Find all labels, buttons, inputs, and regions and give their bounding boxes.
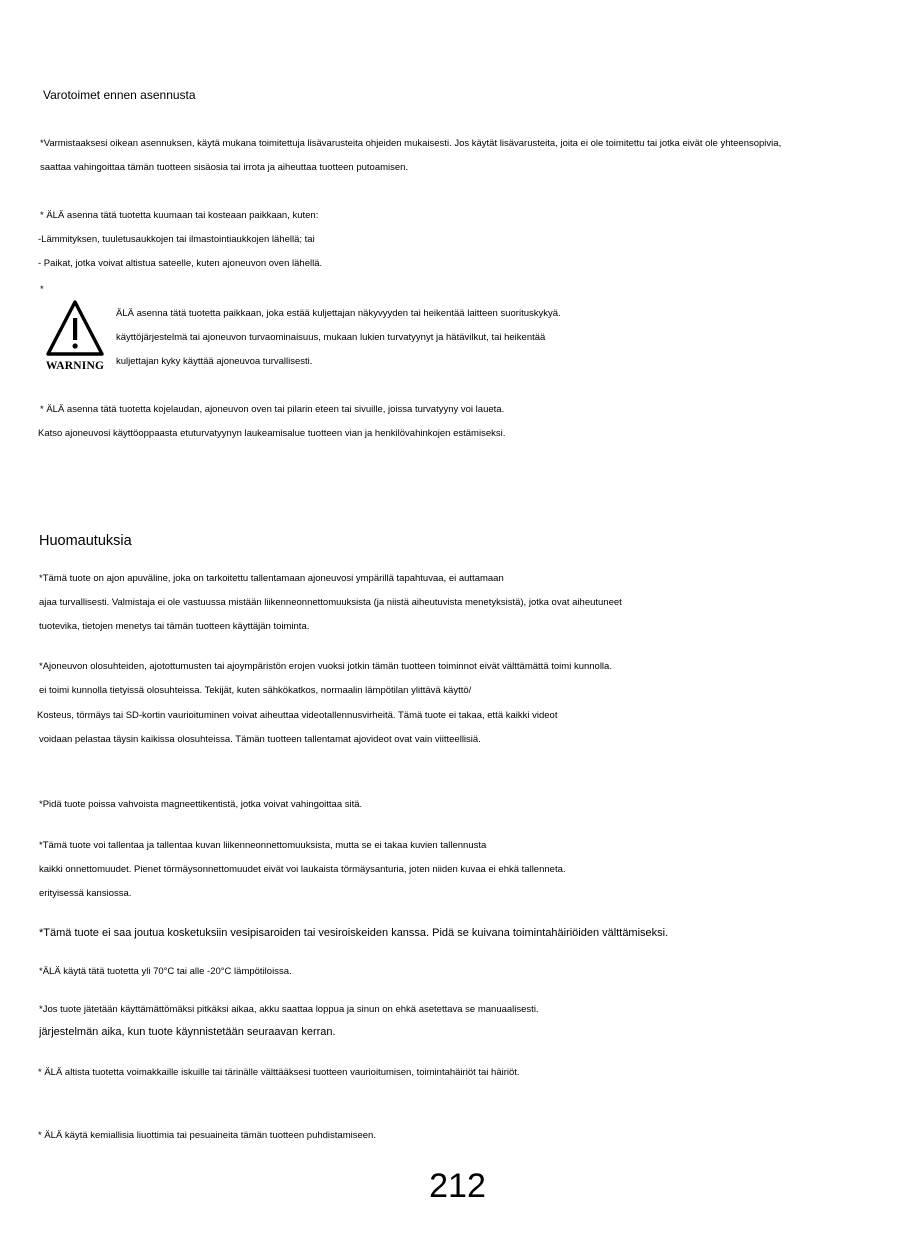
- note-line: ei toimi kunnolla tietyissä olosuhteissa. Tekijät, kuten sähkökatkos, normaalin lämpötilan ylittävä käyttö/: [39, 685, 472, 696]
- note-line: *Ajoneuvon olosuhteiden, ajotottumusten tai ajoympäristön erojen vuoksi jotkin tämän tuotteen toiminnot eivät välttämättä toimi kunnolla.: [39, 661, 612, 672]
- note-line: *Tämä tuote ei saa joutua kosketuksiin vesipisaroiden tai vesiroiskeiden kanssa. Pidä se kuivana toimintahäiriöiden välttämiseksi.: [39, 927, 669, 939]
- section-title-notes: Huomautuksia: [39, 533, 132, 549]
- note-line: Kosteus, törmäys tai SD-kortin vaurioituminen voivat aiheuttaa videotallennusvirheitä. Tämä tuote ei takaa, että kaikki videot: [37, 710, 558, 721]
- section-title-precautions: Varotoimet ennen asennusta: [43, 88, 196, 102]
- warning-text-line: kuljettajan kyky käyttää ajoneuvoa turvallisesti.: [116, 356, 313, 367]
- note-line: voidaan pelastaa täysin kaikissa olosuhteissa. Tämän tuotteen tallentamat ajovideot ovat vain viitteellisiä.: [39, 734, 481, 745]
- paragraph-line: * ÄLÄ asenna tätä tuotetta kojelaudan, ajoneuvon oven tai pilarin eteen tai sivuille, joissa turvatyyny voi laueta.: [40, 404, 505, 415]
- note-line: * ÄLÄ altista tuotetta voimakkaille iskuille tai tärinälle välttääksesi tuotteen vaurioitumisen, toimintahäiriöt tai häiriöt.: [38, 1067, 520, 1078]
- warning-text-line: ÄLÄ asenna tätä tuotetta paikkaan, joka estää kuljettajan näkyvyyden tai heikentää laitteen suorituskykyä.: [116, 308, 561, 319]
- note-line: * ÄLÄ käytä kemiallisia liuottimia tai pesuaineita tämän tuotteen puhdistamiseen.: [38, 1130, 376, 1141]
- bullet-star: *: [40, 284, 44, 295]
- note-line: kaikki onnettomuudet. Pienet törmäysonnettomuudet eivät voi laukaista törmäysanturia, joten niiden kuvaa ei ehkä tallenneta.: [39, 864, 566, 875]
- page-number: 212: [429, 1167, 486, 1205]
- note-line: *Pidä tuote poissa vahvoista magneettikentistä, jotka voivat vahingoittaa sitä.: [39, 799, 363, 810]
- note-line: erityisessä kansiossa.: [39, 888, 132, 899]
- paragraph-line: -Lämmityksen, tuuletusaukkojen tai ilmastointiaukkojen lähellä; tai: [38, 234, 315, 245]
- note-line: järjestelmän aika, kun tuote käynnistetään seuraavan kerran.: [39, 1026, 336, 1038]
- note-line: *Tämä tuote on ajon apuväline, joka on tarkoitettu tallentamaan ajoneuvosi ympärillä tapahtuvaa, ei auttamaan: [39, 573, 504, 584]
- warning-sign: [44, 298, 106, 374]
- note-line: ajaa turvallisesti. Valmistaja ei ole vastuussa mistään liikenneonnettomuuksista (ja niistä aiheutuvista menetyksistä), jotka ovat aiheutuneet: [39, 597, 622, 608]
- note-line: tuotevika, tietojen menetys tai tämän tuotteen käyttäjän toiminta.: [39, 621, 310, 632]
- paragraph-line: * ÄLÄ asenna tätä tuotetta kuumaan tai kosteaan paikkaan, kuten:: [40, 210, 319, 221]
- paragraph-line: Katso ajoneuvosi käyttöoppaasta etuturvatyynyn laukeamisalue tuotteen vian ja henkilövahinkojen estämiseksi.: [38, 428, 506, 439]
- paragraph-line: *Varmistaaksesi oikean asennuksen, käytä mukana toimitettuja lisävarusteita ohjeiden mukaisesti. Jos käytät lisävarusteita, joita ei ole toimitettu tai jotka eivät ole yhteensopivia,: [40, 138, 782, 149]
- warning-label: WARNING: [45, 360, 105, 372]
- note-line: *ÄLÄ käytä tätä tuotetta yli 70°C tai alle -20°C lämpötiloissa.: [39, 966, 292, 977]
- note-line: *Tämä tuote voi tallentaa ja tallentaa kuvan liikenneonnettomuuksista, mutta se ei takaa kuvien tallennusta: [39, 840, 487, 851]
- warning-triangle-icon: [44, 298, 106, 360]
- paragraph-line: - Paikat, jotka voivat altistua sateelle, kuten ajoneuvon oven lähellä.: [38, 258, 323, 269]
- paragraph-line: saattaa vahingoittaa tämän tuotteen sisäosia tai irrota ja aiheuttaa tuotteen putoamisen.: [40, 162, 409, 173]
- warning-text-line: käyttöjärjestelmä tai ajoneuvon turvaominaisuus, mukaan lukien turvatyynyt ja hätävilkut, tai heikentää: [116, 332, 546, 343]
- note-line: *Jos tuote jätetään käyttämättömäksi pitkäksi aikaa, akku saattaa loppua ja sinun on ehkä asetettava se manuaalisesti.: [39, 1004, 539, 1015]
